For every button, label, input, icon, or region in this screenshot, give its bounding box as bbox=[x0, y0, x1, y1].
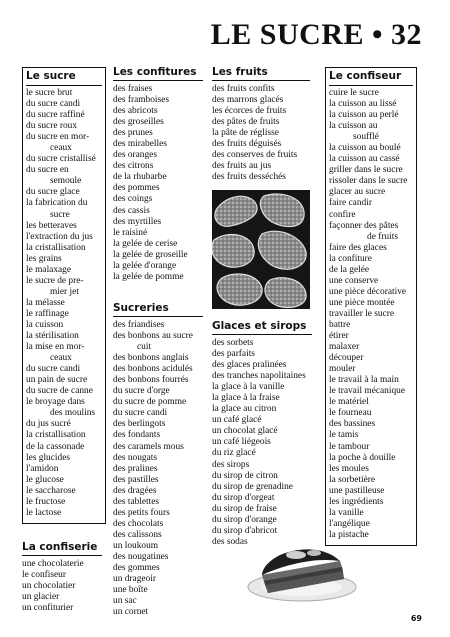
term-item: les moules bbox=[329, 463, 369, 474]
term-item: le fourneau bbox=[329, 408, 372, 419]
term-item: des chocolats bbox=[113, 518, 164, 529]
term-item: la poche à douille bbox=[329, 452, 396, 463]
term-list bbox=[113, 84, 203, 283]
term-item: le sucre de pre- bbox=[26, 275, 84, 286]
term-item: le confiseur bbox=[22, 570, 66, 581]
term-item: étirer bbox=[329, 331, 349, 342]
term-item: du sucre cristallisé bbox=[26, 154, 96, 165]
term-item: un drageoir bbox=[113, 574, 156, 585]
term-item: du sucre candi bbox=[26, 99, 81, 110]
term-item: l'extraction du jus bbox=[26, 231, 93, 242]
term-item: des tablettes bbox=[113, 496, 160, 507]
term-list bbox=[329, 88, 416, 541]
term-item: des myrtilles bbox=[113, 216, 162, 227]
heading-rule bbox=[113, 316, 203, 317]
term-item: des petits fours bbox=[113, 507, 170, 518]
term-item: le raisiné bbox=[113, 227, 148, 238]
section-heading: Le confiseur bbox=[329, 70, 413, 86]
term-item: un sac bbox=[113, 596, 137, 607]
term-item: cuit bbox=[137, 342, 152, 353]
term-item: le glucose bbox=[26, 474, 64, 485]
term-item: la mélasse bbox=[26, 297, 65, 308]
term-item: des marrons glacés bbox=[212, 95, 284, 106]
term-item: un pain de sucre bbox=[26, 375, 88, 386]
term-item: le saccharose bbox=[26, 485, 76, 496]
section-heading: Les fruits bbox=[212, 66, 268, 78]
term-item: des bonbons acidulés bbox=[113, 364, 193, 375]
term-item: des fruits confits bbox=[212, 84, 275, 94]
term-item: des parfaits bbox=[212, 349, 255, 360]
term-item: l'angélique bbox=[329, 518, 370, 529]
term-item: de la cassonade bbox=[26, 441, 85, 452]
term-item: des coings bbox=[113, 194, 153, 205]
section-les-fruits bbox=[212, 66, 310, 183]
term-item: un cornet bbox=[113, 607, 149, 618]
term-list bbox=[113, 320, 203, 618]
term-item: un café liégeois bbox=[212, 437, 271, 448]
heading-rule bbox=[212, 334, 312, 335]
term-item: le raffinage bbox=[26, 308, 69, 319]
term-item: des framboises bbox=[113, 95, 169, 106]
term-item: des mirabelles bbox=[113, 139, 167, 150]
term-item: la gelée de cerise bbox=[113, 238, 178, 249]
term-list bbox=[212, 338, 312, 548]
term-item: une pastilleuse bbox=[329, 485, 385, 496]
term-list bbox=[22, 559, 102, 614]
term-item: les écorces de fruits bbox=[212, 106, 287, 117]
term-item: des pralines bbox=[113, 463, 158, 474]
term-item: des sirops bbox=[212, 459, 250, 470]
term-item: la cuisson au perlé bbox=[329, 110, 399, 121]
term-item: un glacier bbox=[22, 592, 60, 603]
term-item: la glace au citron bbox=[212, 404, 277, 415]
term-item: des dragées bbox=[113, 485, 157, 496]
term-item: du sucre glace bbox=[26, 187, 80, 198]
term-item: découper bbox=[329, 353, 364, 364]
section-sucreries bbox=[113, 302, 203, 618]
term-item: des abricots bbox=[113, 106, 158, 117]
term-item: du sirop d'orgeat bbox=[212, 492, 275, 503]
term-item: la stérilisation bbox=[26, 331, 79, 342]
term-item: la mise en mor- bbox=[26, 342, 85, 353]
candied-fruit-photo bbox=[212, 190, 310, 309]
term-item: semoule bbox=[50, 176, 82, 187]
term-item: la cuisson au bbox=[329, 121, 378, 132]
term-item: un confiturier bbox=[22, 603, 74, 614]
section-la-confiserie bbox=[22, 541, 102, 614]
term-item: des sorbets bbox=[212, 338, 254, 348]
section-glaces-et-sirops bbox=[212, 320, 312, 548]
term-item: des nougatines bbox=[113, 551, 169, 562]
heading-rule bbox=[212, 80, 310, 81]
term-item: des bonbons fourrés bbox=[113, 375, 189, 386]
section-le-sucre bbox=[22, 67, 106, 524]
term-item: faire des glaces bbox=[329, 242, 387, 253]
term-item: des nougats bbox=[113, 452, 158, 463]
term-item: des friandises bbox=[113, 320, 165, 330]
term-item: un chocolat glacé bbox=[212, 426, 278, 437]
term-item: des fondants bbox=[113, 430, 161, 441]
term-item: les betteraves bbox=[26, 220, 77, 231]
term-item: le broyage dans bbox=[26, 397, 85, 408]
term-item: les glucides bbox=[26, 452, 71, 463]
term-item: la pâte de réglisse bbox=[212, 128, 279, 139]
term-item: des prunes bbox=[113, 128, 153, 139]
term-item: du sucre roux bbox=[26, 121, 78, 132]
section-heading: La confiserie bbox=[22, 541, 98, 553]
term-item: de fruits bbox=[367, 231, 398, 242]
term-item: une chocolaterie bbox=[22, 559, 84, 569]
term-item: le sucre brut bbox=[26, 88, 73, 98]
term-item: de la gelée bbox=[329, 264, 370, 275]
term-item: la gelée de groseille bbox=[113, 249, 188, 260]
term-item: la cuisson au lissé bbox=[329, 99, 397, 110]
term-item: du sucre de canne bbox=[26, 386, 93, 397]
section-heading: Sucreries bbox=[113, 302, 169, 314]
term-item: des moulins bbox=[50, 408, 96, 419]
term-item: du sucre raffiné bbox=[26, 110, 85, 121]
term-item: des caramels mous bbox=[113, 441, 184, 452]
term-item: la cristallisation bbox=[26, 242, 86, 253]
term-item: sucre bbox=[50, 209, 70, 220]
term-item: des pastilles bbox=[113, 474, 159, 485]
term-item: des sodas bbox=[212, 536, 248, 547]
section-heading: Le sucre bbox=[26, 70, 102, 86]
term-item: des gommes bbox=[113, 563, 160, 574]
term-item: façonner des pâtes bbox=[329, 220, 399, 231]
term-item: la glace à la fraise bbox=[212, 393, 280, 404]
term-item: glacer au sucre bbox=[329, 187, 386, 198]
term-item: du sirop de fraise bbox=[212, 503, 277, 514]
term-item: la cuisson au boulé bbox=[329, 143, 401, 154]
term-item: des citrons bbox=[113, 161, 154, 172]
term-item: les ingrédients bbox=[329, 496, 384, 507]
term-list bbox=[212, 84, 310, 183]
term-item: ceaux bbox=[50, 143, 72, 154]
term-item: des fruits desséchés bbox=[212, 172, 286, 183]
term-item: une pièce décorative bbox=[329, 286, 407, 297]
section-heading: Les confitures bbox=[113, 66, 197, 78]
term-item: battre bbox=[329, 319, 351, 330]
term-item: rissoler dans le sucre bbox=[329, 176, 408, 187]
term-item: des fraises bbox=[113, 84, 153, 94]
heading-rule bbox=[113, 80, 203, 81]
term-item: du sirop d'abricot bbox=[212, 525, 278, 536]
term-item: un café glacé bbox=[212, 415, 262, 426]
term-item: le travail mécanique bbox=[329, 386, 406, 397]
term-item: du sucre candi bbox=[26, 364, 81, 375]
term-item: griller dans le sucre bbox=[329, 165, 403, 176]
term-item: le travail à la main bbox=[329, 375, 399, 386]
term-item: faire candir bbox=[329, 198, 372, 209]
term-item: la cuisson bbox=[26, 319, 64, 330]
term-item: la gelée de pomme bbox=[113, 271, 184, 282]
term-item: de la rhubarbe bbox=[113, 172, 167, 183]
term-item: du riz glacé bbox=[212, 448, 256, 459]
term-item: confire bbox=[329, 209, 356, 220]
term-item: le lactose bbox=[26, 507, 62, 518]
term-item: la gelée d'orange bbox=[113, 260, 177, 271]
term-item: la pistache bbox=[329, 529, 369, 540]
term-item: le malaxage bbox=[26, 264, 72, 275]
term-item: travailler le sucre bbox=[329, 308, 395, 319]
term-item: ceaux bbox=[50, 353, 72, 364]
heading-rule bbox=[22, 555, 102, 556]
term-item: une pièce montée bbox=[329, 297, 395, 308]
page-title: LE SUCRE • 32 bbox=[210, 18, 422, 51]
term-list bbox=[26, 88, 105, 519]
term-item: le tamis bbox=[329, 430, 359, 441]
term-item: le fructose bbox=[26, 496, 66, 507]
term-item: des fruits déguisés bbox=[212, 139, 282, 150]
term-item: cuire le sucre bbox=[329, 88, 379, 98]
term-item: des pâtes de fruits bbox=[212, 117, 280, 128]
page-number: 69 bbox=[410, 614, 422, 623]
term-item: des glaces pralinées bbox=[212, 360, 287, 371]
term-item: des tranches napolitaines bbox=[212, 371, 306, 382]
term-item: malaxer bbox=[329, 342, 360, 353]
term-item: une conserve bbox=[329, 275, 379, 286]
term-item: des bonbons au sucre bbox=[113, 331, 193, 342]
term-item: la cristallisation bbox=[26, 430, 86, 441]
term-item: du sucre de pomme bbox=[113, 397, 187, 408]
section-heading: Glaces et sirops bbox=[212, 320, 307, 332]
term-item: le matériel bbox=[329, 397, 369, 408]
term-item: l'amidon bbox=[26, 463, 59, 474]
term-item: une boîte bbox=[113, 585, 148, 596]
term-item: du jus sucré bbox=[26, 419, 71, 430]
term-item: du sucre d'orge bbox=[113, 386, 170, 397]
term-item: des bassines bbox=[329, 419, 376, 430]
section-les-confitures bbox=[113, 66, 203, 283]
term-item: du sucre en bbox=[26, 165, 69, 176]
term-item: soufflé bbox=[353, 132, 379, 143]
term-item: des pommes bbox=[113, 183, 160, 194]
term-item: des calissons bbox=[113, 529, 162, 540]
term-item: la fabrication du bbox=[26, 198, 88, 209]
term-item: des cassis bbox=[113, 205, 150, 216]
term-item: du sirop de grenadine bbox=[212, 481, 293, 492]
term-item: des conserves de fruits bbox=[212, 150, 298, 161]
term-item: du sucre en mor- bbox=[26, 132, 90, 143]
term-item: du sucre candi bbox=[113, 408, 168, 419]
term-item: des oranges bbox=[113, 150, 157, 161]
term-item: du sirop d'orange bbox=[212, 514, 277, 525]
term-item: des fruits au jus bbox=[212, 161, 272, 172]
term-item: le tambour bbox=[329, 441, 370, 452]
term-item: la sorbetière bbox=[329, 474, 376, 485]
term-item: du sirop de citron bbox=[212, 470, 278, 481]
term-item: mouler bbox=[329, 364, 356, 375]
term-item: des groseilles bbox=[113, 117, 164, 128]
term-item: la glace à la vanille bbox=[212, 382, 285, 393]
term-item: la confiture bbox=[329, 253, 372, 264]
term-item: la cuisson au cassé bbox=[329, 154, 400, 165]
section-le-confiseur bbox=[325, 67, 417, 546]
term-item: un chocolatier bbox=[22, 581, 76, 592]
term-item: un loukoum bbox=[113, 540, 159, 551]
term-item: mier jet bbox=[50, 286, 79, 297]
term-item: la vanille bbox=[329, 507, 364, 518]
term-item: des berlingots bbox=[113, 419, 166, 430]
term-item: les grains bbox=[26, 253, 62, 264]
term-item: des bonbons anglais bbox=[113, 353, 189, 364]
